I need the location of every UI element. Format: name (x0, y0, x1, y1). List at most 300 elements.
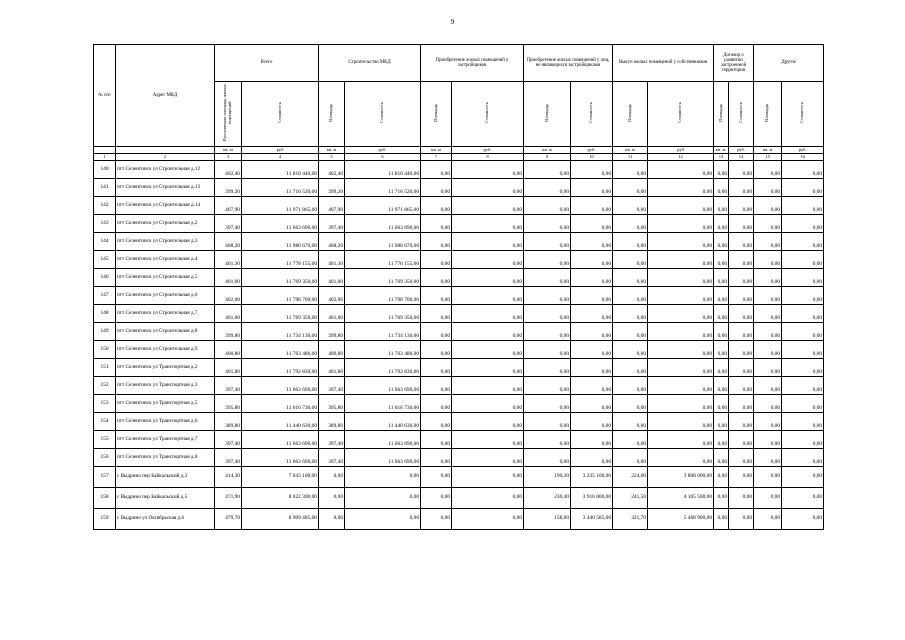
row-value: 11 798 700,00 (345, 287, 421, 305)
row-value: 0,00 (613, 233, 648, 251)
table-row (94, 467, 824, 488)
row-value: 0,00 (452, 323, 524, 341)
row-value: 0,00 (421, 305, 452, 323)
row-address: с Выдрино ул Октябрьская д.6 (116, 509, 215, 530)
row-value: 0,00 (452, 467, 524, 488)
row-value: 0,00 (613, 323, 648, 341)
row-value: 0,00 (524, 341, 571, 359)
row-value: 0,00 (714, 161, 729, 179)
row-value: 0,00 (452, 395, 524, 413)
row-value: 3 235 100,00 (571, 467, 613, 488)
row-value: 0,00 (613, 215, 648, 233)
row-value: 0,00 (714, 215, 729, 233)
row-value: 0,00 (714, 287, 729, 305)
row-value: 471,90 (215, 488, 242, 509)
row-value: 0,00 (421, 431, 452, 449)
header-row-groups (94, 45, 824, 82)
row-address: пгт Селенгинск ул Строительная д.2 (116, 215, 215, 233)
row-value: 0,00 (754, 161, 782, 179)
row-value: 0,00 (524, 269, 571, 287)
row-value: 11 763 480,00 (345, 341, 421, 359)
row-value: 0,00 (421, 359, 452, 377)
row-value: 0,00 (714, 488, 729, 509)
row-value: 11 810 440,00 (345, 161, 421, 179)
row-value: 0,00 (571, 251, 613, 269)
row-value: 0,00 (782, 449, 824, 467)
row-value: 0,00 (452, 179, 524, 197)
row-value: 0,00 (648, 161, 714, 179)
row-value: 397,40 (215, 431, 242, 449)
row-value: 11 769 350,00 (242, 269, 319, 287)
row-value: 0,00 (648, 305, 714, 323)
table-row (94, 305, 824, 323)
row-value: 0,00 (782, 341, 824, 359)
row-value: 0,00 (714, 269, 729, 287)
row-value: 0,00 (729, 287, 754, 305)
col-number: 10 (571, 154, 613, 161)
row-value: 0,00 (524, 233, 571, 251)
row-number: 148 (94, 305, 116, 323)
row-number: 154 (94, 413, 116, 431)
row-value: 0,00 (524, 413, 571, 431)
col-number: 11 (613, 154, 648, 161)
unit-cell: кв. м. (714, 147, 729, 154)
row-value: 0,00 (648, 341, 714, 359)
subheader-area: Площадь (543, 103, 549, 122)
row-value: 11 440 630,00 (242, 413, 319, 431)
row-value: 11 810 440,00 (242, 161, 319, 179)
col-number: 8 (452, 154, 524, 161)
header-dev-contract: Договор о развитии застроенной территории (714, 45, 754, 82)
row-value: 0,00 (754, 488, 782, 509)
row-value: 0,00 (729, 449, 754, 467)
row-value: 397,40 (319, 377, 345, 395)
row-value: 0,00 (571, 431, 613, 449)
row-value: 389,80 (215, 413, 242, 431)
row-value: 11 663 690,00 (242, 215, 319, 233)
page-number: 9 (450, 18, 455, 26)
row-value: 11 734 130,00 (242, 323, 319, 341)
row-value: 0,00 (648, 233, 714, 251)
table-row (94, 179, 824, 197)
row-address: пгт Селенгинск ул Строительная д.12 (116, 161, 215, 179)
row-value: 190,30 (524, 467, 571, 488)
col-number: 16 (782, 154, 824, 161)
table-row (94, 323, 824, 341)
row-value: 0,00 (571, 287, 613, 305)
column-numbers-row (94, 154, 824, 161)
row-address: пгт Селенгинск ул Транспортная д.2 (116, 359, 215, 377)
col-number: 3 (215, 154, 242, 161)
subheader-area: Площадь (717, 103, 723, 122)
row-value: 0,00 (729, 413, 754, 431)
unit-cell: кв. м (613, 147, 648, 154)
row-value: 399,20 (319, 179, 345, 197)
row-value: 0,00 (648, 395, 714, 413)
row-value: 0,00 (524, 449, 571, 467)
row-value: 0,00 (782, 467, 824, 488)
row-value: 0,00 (729, 251, 754, 269)
row-value: 0,00 (782, 179, 824, 197)
row-value: 0,00 (782, 161, 824, 179)
row-value: 0,00 (729, 161, 754, 179)
row-value: 0,00 (452, 341, 524, 359)
row-value: 0,00 (648, 287, 714, 305)
row-value: 400,80 (319, 341, 345, 359)
row-value: 0,00 (571, 269, 613, 287)
header-acq-not-builders: Приобретение жилых помещений у лиц, не являющихся застройщиками (524, 45, 613, 82)
row-value: 0,00 (714, 377, 729, 395)
row-value: 399,20 (215, 179, 242, 197)
unit-cell: руб (242, 147, 319, 154)
row-address: пгт Селенгинск ул Строительная д.5 (116, 269, 215, 287)
header-acq-builders: Приобретение жилых помещений у застройщиков (421, 45, 524, 82)
row-value: 0,00 (729, 233, 754, 251)
header-other: Другое (754, 45, 824, 82)
row-value: 414,30 (215, 467, 242, 488)
row-value: 399,80 (215, 323, 242, 341)
row-number: 149 (94, 323, 116, 341)
row-value: 0,00 (613, 377, 648, 395)
row-value: 401,00 (215, 305, 242, 323)
row-value: 0,00 (319, 488, 345, 509)
row-value: 158,00 (524, 509, 571, 530)
row-value: 0,00 (452, 197, 524, 215)
table-row (94, 509, 824, 530)
row-value: 479,70 (215, 509, 242, 530)
row-value: 3 808 000,00 (648, 467, 714, 488)
row-value: 0,00 (571, 215, 613, 233)
row-value: 0,00 (754, 377, 782, 395)
row-value: 0,00 (345, 488, 421, 509)
row-number: 145 (94, 251, 116, 269)
row-value: 0,00 (754, 233, 782, 251)
row-value: 397,40 (319, 449, 345, 467)
row-value: 0,00 (648, 215, 714, 233)
row-address: с Выдрино пер Байкальский д.5 (116, 488, 215, 509)
row-value: 230,40 (524, 488, 571, 509)
row-value: 8 022 300,00 (242, 488, 319, 509)
subheader-cost: Стоимость (484, 102, 490, 124)
row-value: 389,80 (319, 413, 345, 431)
row-value: 0,00 (613, 359, 648, 377)
row-value: 0,00 (452, 161, 524, 179)
row-value: 0,00 (452, 449, 524, 467)
row-value: 0,00 (613, 197, 648, 215)
row-value: 0,00 (782, 251, 824, 269)
row-value: 0,00 (648, 251, 714, 269)
row-value: 11 663 690,00 (242, 449, 319, 467)
row-value: 397,40 (319, 215, 345, 233)
row-value: 11 734 130,00 (345, 323, 421, 341)
row-value: 0,00 (714, 509, 729, 530)
row-value: 401,00 (319, 269, 345, 287)
row-value: 0,00 (571, 305, 613, 323)
header-address: Адрес МКД (116, 45, 215, 147)
row-address: пгт Селенгинск ул Транспортная д.3 (116, 377, 215, 395)
row-value: 11 769 350,00 (345, 305, 421, 323)
row-value: 0,00 (571, 197, 613, 215)
row-value: 0,00 (782, 287, 824, 305)
row-value: 401,00 (215, 269, 242, 287)
row-value: 0,00 (319, 467, 345, 488)
row-value: 11 971 865,00 (242, 197, 319, 215)
row-address: пгт Селенгинск ул Строительная д.6 (116, 287, 215, 305)
row-value: 0,00 (452, 269, 524, 287)
unit-cell: кв. м (524, 147, 571, 154)
row-address: пгт Селенгинск ул Транспортная д.8 (116, 449, 215, 467)
row-value: 11 663 690,00 (345, 377, 421, 395)
row-value: 0,00 (648, 323, 714, 341)
row-value: 321,70 (613, 509, 648, 530)
row-number: 143 (94, 215, 116, 233)
row-value: 0,00 (782, 215, 824, 233)
row-value: 0,00 (421, 395, 452, 413)
row-value: 0,00 (729, 395, 754, 413)
row-value: 3 440 585,00 (571, 509, 613, 530)
row-value: 0,00 (782, 431, 824, 449)
row-value: 0,00 (729, 509, 754, 530)
row-value: 0,00 (714, 467, 729, 488)
row-value: 0,00 (452, 233, 524, 251)
row-number: 141 (94, 179, 116, 197)
row-value: 11 663 690,00 (345, 431, 421, 449)
subheader-cost: Стоимость (737, 102, 743, 124)
unit-cell: руб. (782, 147, 824, 154)
row-value: 11 971 865,00 (345, 197, 421, 215)
row-value: 0,00 (714, 341, 729, 359)
row-value: 0,00 (421, 215, 452, 233)
row-value: 395,80 (215, 395, 242, 413)
row-value: 0,00 (524, 323, 571, 341)
row-value: 0,00 (421, 287, 452, 305)
row-value: 402,40 (319, 161, 345, 179)
col-number: 9 (524, 154, 571, 161)
row-value: 0,00 (782, 359, 824, 377)
row-value: 0,00 (729, 431, 754, 449)
row-value: 401,30 (319, 251, 345, 269)
row-value: 11 778 155,00 (345, 251, 421, 269)
table-row (94, 359, 824, 377)
row-value: 408,20 (215, 233, 242, 251)
row-value: 0,00 (729, 215, 754, 233)
row-value: 0,00 (754, 323, 782, 341)
row-value: 0,00 (754, 305, 782, 323)
row-address: пгт Селенгинск ул Транспортная д.6 (116, 413, 215, 431)
row-value: 0,00 (754, 395, 782, 413)
row-value: 0,00 (729, 197, 754, 215)
row-number: 140 (94, 161, 116, 179)
row-value: 401,30 (215, 251, 242, 269)
row-value: 0,00 (421, 341, 452, 359)
row-value: 0,00 (729, 269, 754, 287)
row-address: пгт Селенгинск ул Строительная д.7 (116, 305, 215, 323)
row-value: 0,00 (714, 197, 729, 215)
row-value: 0,00 (613, 161, 648, 179)
row-value: 0,00 (714, 305, 729, 323)
subheader-area: Площадь (328, 103, 334, 122)
col-number: 7 (421, 154, 452, 161)
row-value: 402,00 (319, 287, 345, 305)
row-value: 11 663 690,00 (242, 377, 319, 395)
subheader-cost: Стоимость (379, 102, 385, 124)
row-value: 0,00 (648, 377, 714, 395)
row-value: 0,00 (782, 395, 824, 413)
row-value: 0,00 (571, 413, 613, 431)
table-row (94, 233, 824, 251)
row-address: пгт Селенгинск ул Строительная д.9 (116, 341, 215, 359)
col-number: 14 (729, 154, 754, 161)
unit-cell: руб. (729, 147, 754, 154)
header-num: № п/п (94, 45, 116, 147)
row-value: 11 716 520,00 (242, 179, 319, 197)
row-value: 408,20 (319, 233, 345, 251)
row-value: 7 043 100,00 (242, 467, 319, 488)
row-value: 0,00 (452, 359, 524, 377)
units-row (94, 147, 824, 154)
unit-cell: руб. (571, 147, 613, 154)
row-value: 11 763 480,00 (242, 341, 319, 359)
row-value: 0,00 (524, 251, 571, 269)
row-value: 401,00 (319, 305, 345, 323)
row-value: 397,40 (215, 449, 242, 467)
subheader-cost: Стоимость (799, 102, 805, 124)
row-value: 0,00 (452, 509, 524, 530)
row-value: 397,40 (215, 377, 242, 395)
col-number: 4 (242, 154, 319, 161)
row-value: 0,00 (421, 323, 452, 341)
row-value: 0,00 (524, 197, 571, 215)
row-value: 0,00 (524, 377, 571, 395)
unit-cell: кв. м (215, 147, 242, 154)
row-value: 397,40 (215, 215, 242, 233)
row-value: 0,00 (571, 161, 613, 179)
unit-cell: кв. м (754, 147, 782, 154)
row-number: 155 (94, 431, 116, 449)
row-value: 0,00 (782, 233, 824, 251)
table-row (94, 287, 824, 305)
row-value: 0,00 (524, 395, 571, 413)
row-value: 0,00 (452, 305, 524, 323)
row-number: 147 (94, 287, 116, 305)
row-value: 0,00 (782, 488, 824, 509)
row-value: 0,00 (714, 323, 729, 341)
row-value: 0,00 (729, 323, 754, 341)
row-value: 0,00 (754, 341, 782, 359)
col-number: 6 (345, 154, 421, 161)
row-value: 4 105 500,00 (648, 488, 714, 509)
row-value: 0,00 (648, 413, 714, 431)
row-value: 0,00 (452, 431, 524, 449)
row-address: пгт Селенгинск ул Строительная д.3 (116, 233, 215, 251)
row-value: 401,80 (319, 359, 345, 377)
table-body (94, 161, 824, 530)
subheader-cost: Стоимость (677, 102, 683, 124)
unit-cell: руб (648, 147, 714, 154)
row-value: 0,00 (782, 413, 824, 431)
row-value: 0,00 (754, 359, 782, 377)
row-value: 11 616 730,00 (242, 395, 319, 413)
row-value: 0,00 (729, 488, 754, 509)
row-value: 0,00 (613, 251, 648, 269)
row-value: 0,00 (754, 269, 782, 287)
row-value: 0,00 (524, 215, 571, 233)
row-value: 395,80 (319, 395, 345, 413)
row-value: 0,00 (782, 305, 824, 323)
row-value: 397,40 (319, 431, 345, 449)
row-address: пгт Селенгинск ул Строительная д.13 (116, 179, 215, 197)
row-value: 0,00 (571, 341, 613, 359)
row-address: с Выдрино пер Байкальский д.3 (116, 467, 215, 488)
row-value: 0,00 (524, 161, 571, 179)
row-value: 0,00 (782, 323, 824, 341)
row-number: 153 (94, 395, 116, 413)
table-row (94, 449, 824, 467)
row-value: 0,00 (648, 359, 714, 377)
table-row (94, 431, 824, 449)
row-value: 0,00 (754, 431, 782, 449)
col-number: 1 (94, 154, 116, 161)
row-value: 0,00 (729, 359, 754, 377)
row-address: пгт Селенгинск ул Строительная д.14 (116, 197, 215, 215)
row-value: 0,00 (613, 269, 648, 287)
row-value: 0,00 (613, 341, 648, 359)
row-value: 0,00 (729, 467, 754, 488)
row-value: 0,00 (754, 287, 782, 305)
subheader-area: Площадь (626, 103, 632, 122)
subheader-resettled-area: Расселяемая площадь жилых помещений (222, 84, 232, 142)
row-value: 11 663 690,00 (345, 215, 421, 233)
row-value: 0,00 (421, 509, 452, 530)
row-value: 0,00 (729, 305, 754, 323)
table-row (94, 413, 824, 431)
row-value: 0,00 (421, 269, 452, 287)
table-row (94, 269, 824, 287)
row-value: 0,00 (571, 233, 613, 251)
row-value: 0,00 (714, 449, 729, 467)
subheader-cost: Стоимость (588, 102, 594, 124)
row-value: 0,00 (319, 509, 345, 530)
row-value: 0,00 (571, 377, 613, 395)
row-number: 159 (94, 509, 116, 530)
row-value: 0,00 (754, 251, 782, 269)
row-value: 0,00 (421, 467, 452, 488)
header-total: Всего (215, 45, 319, 82)
row-value: 0,00 (452, 215, 524, 233)
unit-cell: кв. м (421, 147, 452, 154)
resettlement-table (93, 44, 824, 530)
row-value: 11 716 520,00 (345, 179, 421, 197)
row-address: пгт Селенгинск ул Строительная д.4 (116, 251, 215, 269)
table-row (94, 395, 824, 413)
row-value: 0,00 (729, 377, 754, 395)
row-value: 0,00 (613, 431, 648, 449)
row-value: 0,00 (648, 179, 714, 197)
table-row (94, 341, 824, 359)
row-value: 0,00 (345, 509, 421, 530)
row-number: 158 (94, 488, 116, 509)
row-value: 0,00 (524, 305, 571, 323)
row-value: 0,00 (754, 215, 782, 233)
row-value: 0,00 (714, 179, 729, 197)
row-value: 401,80 (215, 359, 242, 377)
row-value: 3 916 800,00 (571, 488, 613, 509)
row-value: 0,00 (421, 233, 452, 251)
row-value: 0,00 (754, 413, 782, 431)
row-value: 11 769 350,00 (242, 305, 319, 323)
row-value: 0,00 (613, 449, 648, 467)
row-address: пгт Селенгинск ул Строительная д.8 (116, 323, 215, 341)
